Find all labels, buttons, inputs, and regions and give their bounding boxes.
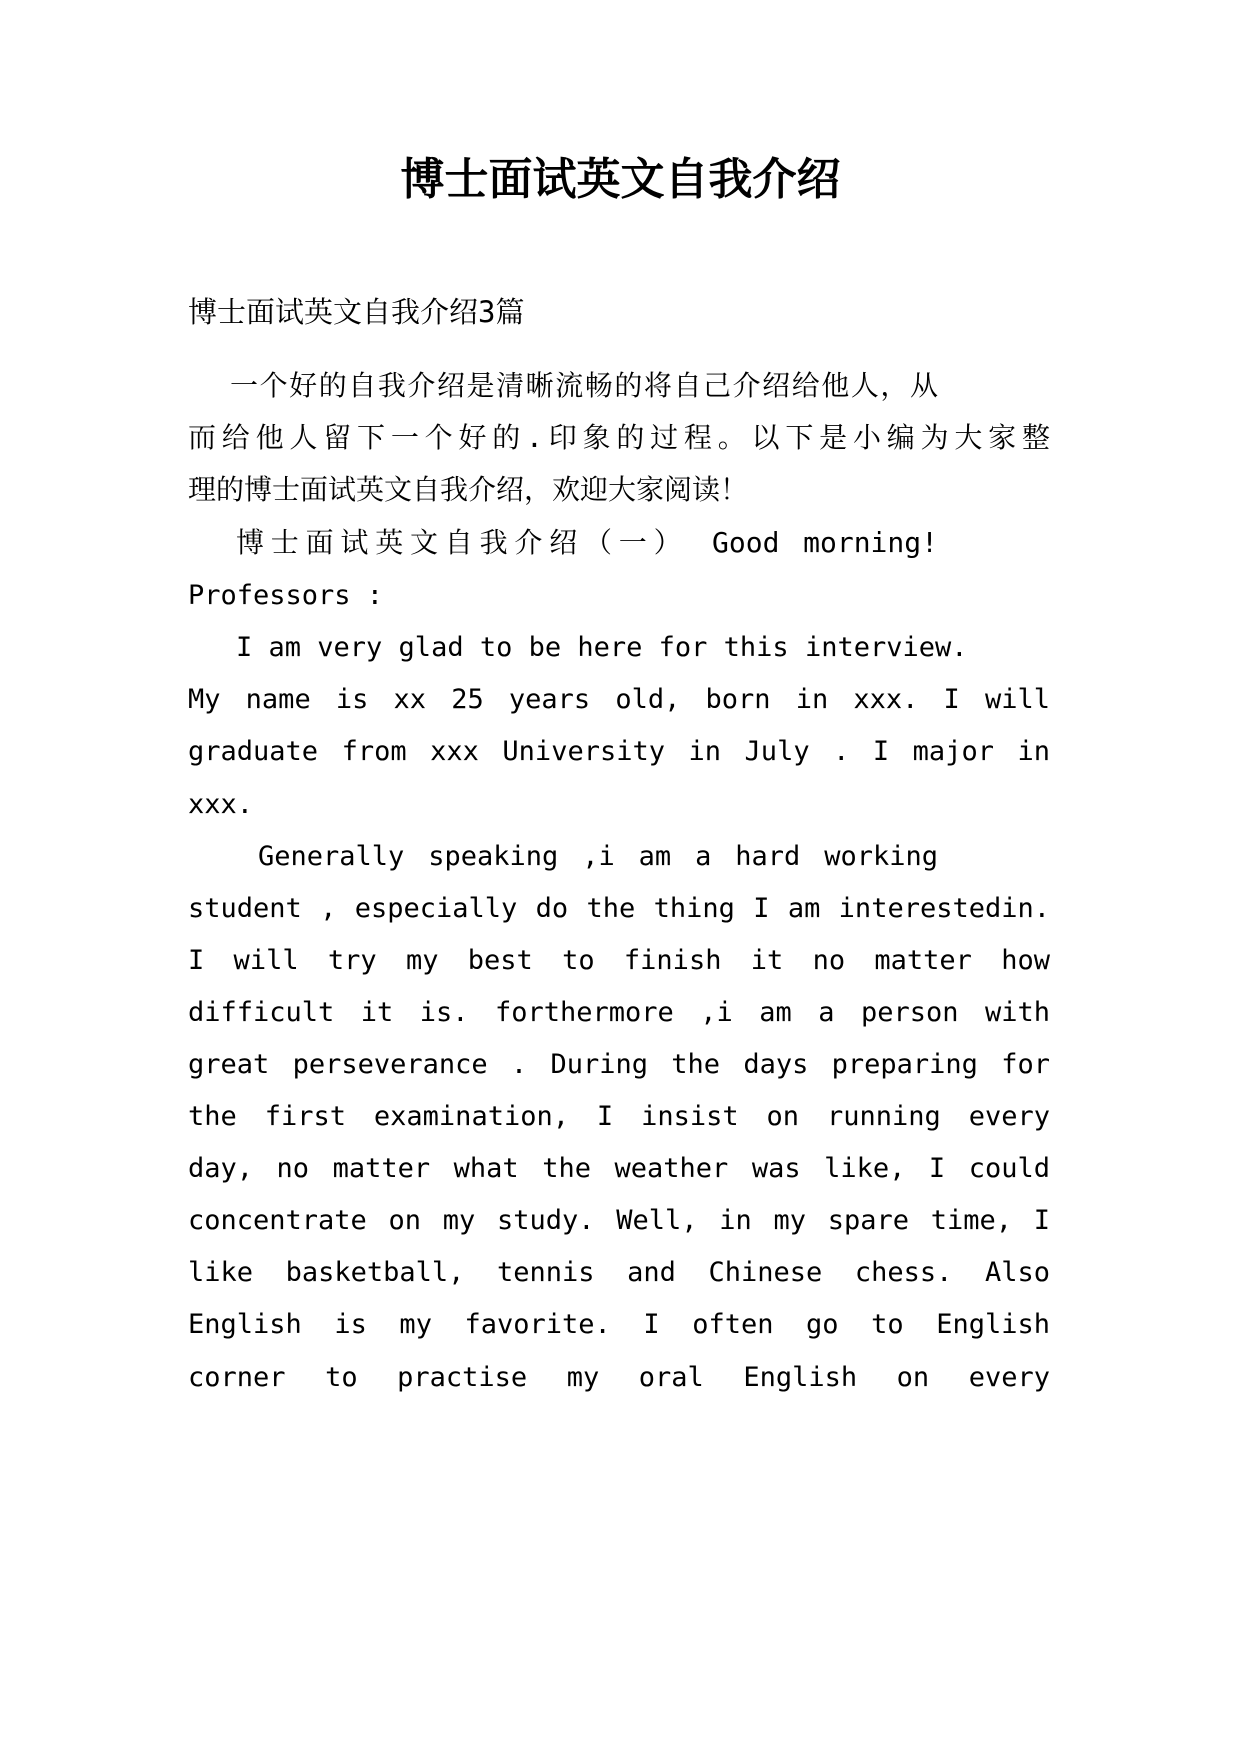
paragraph-line: English is my favorite. I often go to English [188,1309,1050,1340]
paragraph-line: 一个好的自我介绍是清晰流畅的将自己介绍给他人，从 [230,369,938,402]
paragraph-line: I am very glad to be here for this interview. [236,632,968,663]
document-title: 博士面试英文自我介绍 [400,154,841,205]
paragraph-line: graduate from xxx University in July . I major in [188,736,1050,767]
paragraph-line: day, no matter what the weather was like, I could [188,1153,1050,1184]
paragraph-line: like basketball, tennis and Chinese chess. Also [188,1257,1050,1288]
paragraph-line: Professors : [188,580,384,611]
paragraph-line: student , especially do the thing I am interestedin. [188,893,1050,924]
paragraph-line: 而给他人留下一个好的.印象的过程。以下是小编为大家整 [188,421,1050,454]
paragraph-line: concentrate on my study. Well, in my spare time, I [188,1205,1050,1236]
paragraph-line: xxx. [188,789,254,820]
paragraph-line: 理的博士面试英文自我介绍，欢迎大家阅读！ [188,473,749,506]
paragraph-line: Generally speaking ,i am a hard working [258,841,938,872]
paragraph-line: difficult it is. forthermore ,i am a person with [188,997,1050,1028]
document-subtitle: 博士面试英文自我介绍3篇 [188,295,525,329]
paragraph-line: the first examination, I insist on running every [188,1101,1050,1132]
paragraph-line: 博士面试英文自我介绍（一） Good morning! [236,526,938,559]
paragraph-line: great perseverance . During the days preparing for [188,1049,1050,1080]
paragraph-line: My name is xx 25 years old, born in xxx. I will [188,684,1050,715]
paragraph-line: corner to practise my oral English on every [188,1362,1050,1393]
paragraph-line: I will try my best to finish it no matter how [188,945,1050,976]
